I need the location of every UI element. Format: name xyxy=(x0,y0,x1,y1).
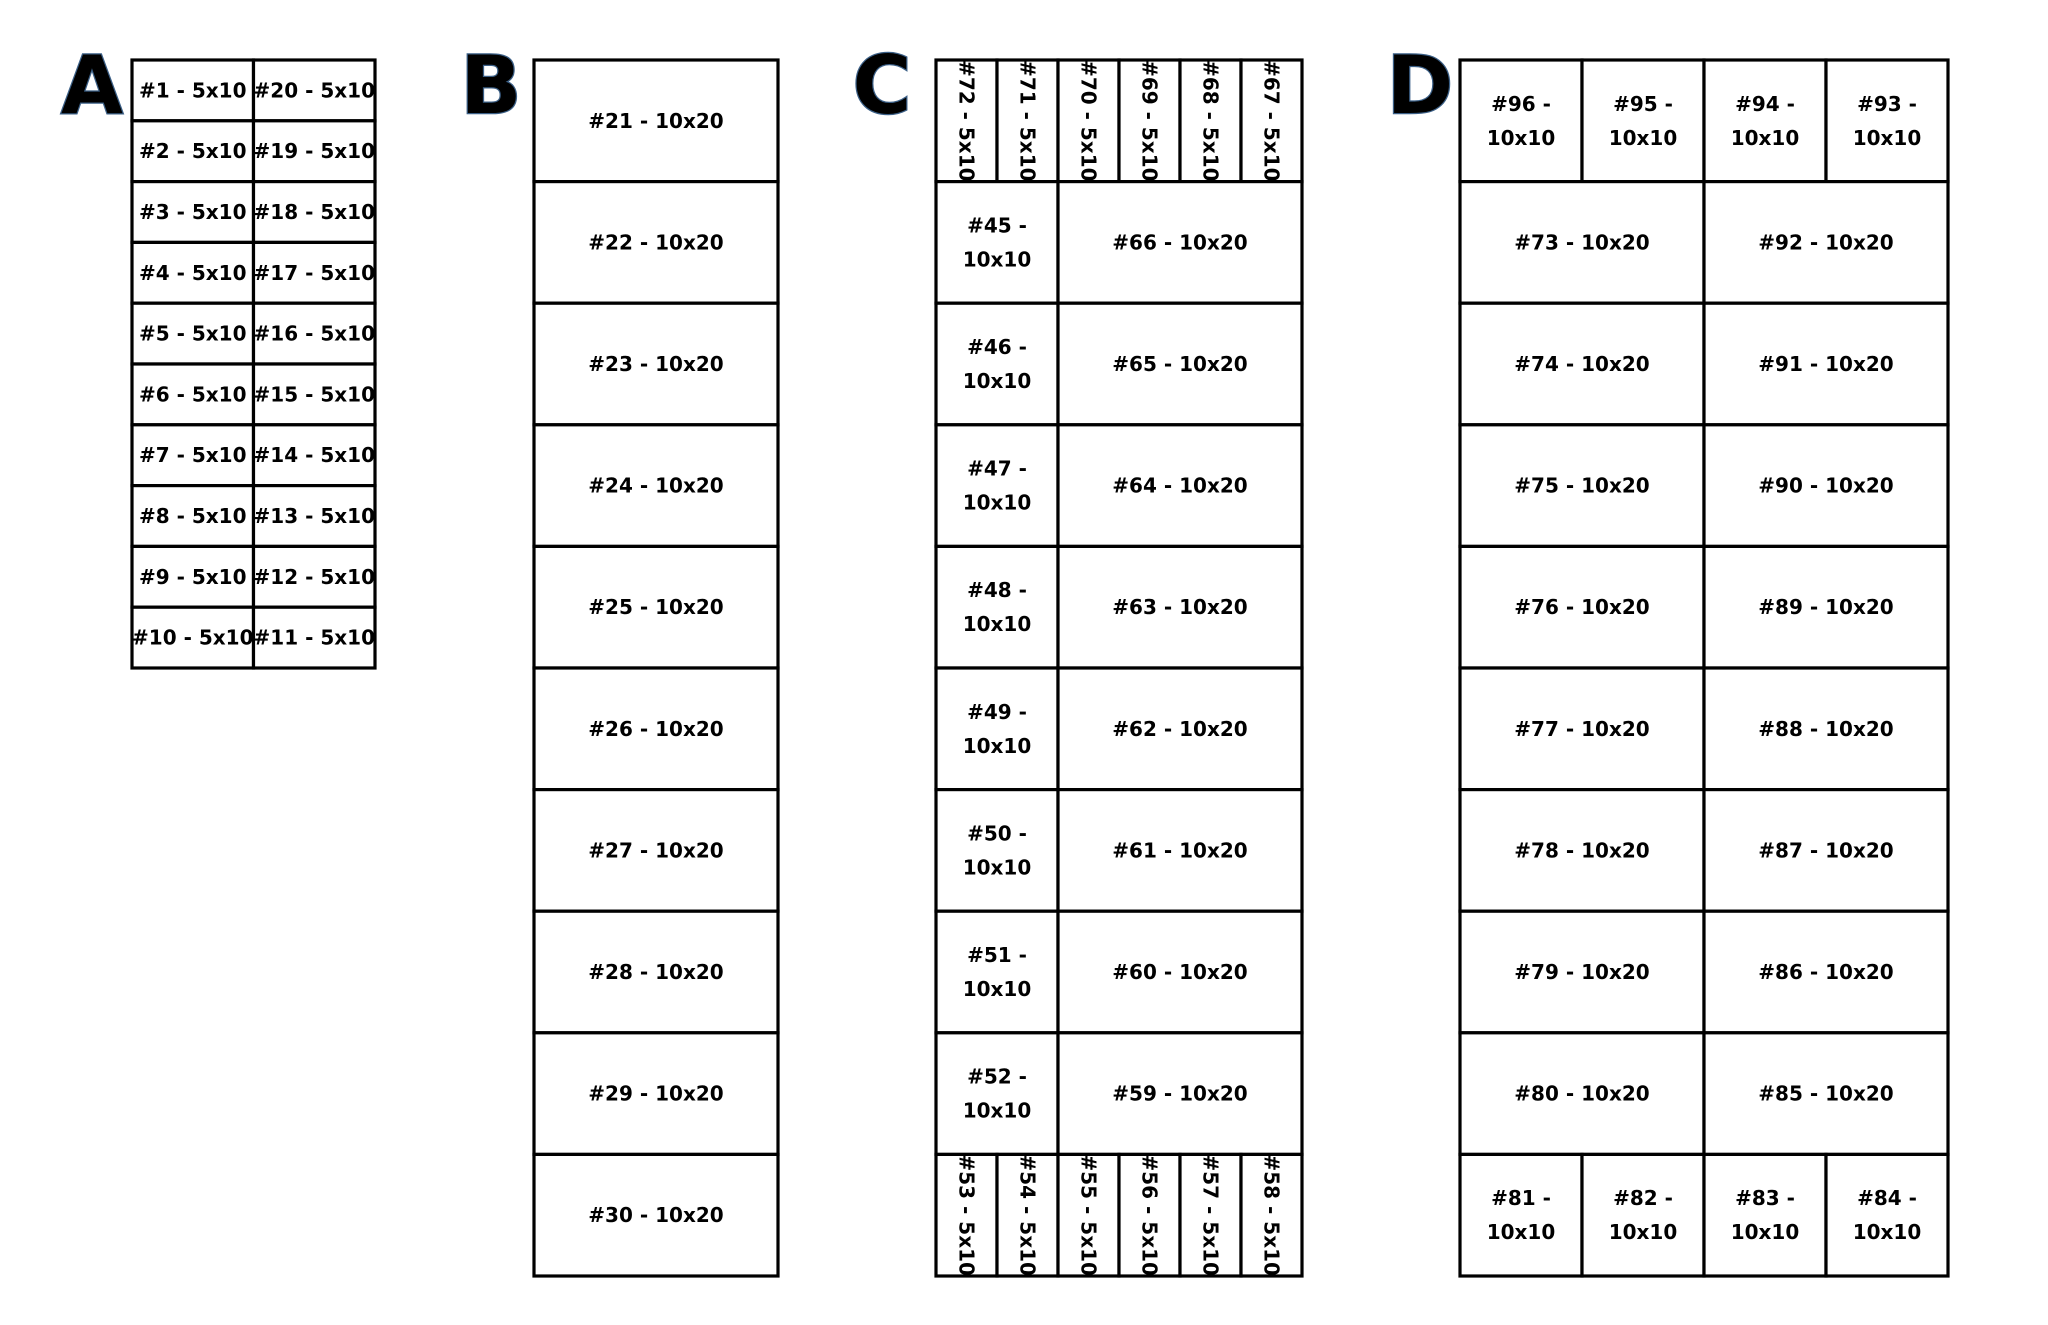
unit-cell xyxy=(132,425,254,486)
unit-cell xyxy=(936,1033,1058,1155)
unit-cell xyxy=(936,60,997,182)
unit-cell xyxy=(132,486,254,547)
unit-cell xyxy=(132,546,254,607)
unit-label: #80 - 10x20 xyxy=(1514,1081,1650,1106)
unit-cell xyxy=(1582,1154,1704,1276)
unit-cell xyxy=(534,911,778,1033)
unit-label: #3 - 5x10 xyxy=(138,200,247,224)
unit-cell xyxy=(936,1154,997,1276)
unit-label: #4 - 5x10 xyxy=(138,260,247,285)
unit-cell xyxy=(936,303,1058,425)
unit-label: #26 - 10x20 xyxy=(588,716,724,741)
unit-box xyxy=(936,790,1058,912)
unit-box xyxy=(936,303,1058,425)
unit-label: #70 - 5x10 xyxy=(1076,60,1101,182)
unit-cell xyxy=(936,182,1058,304)
unit-label: #19 - 5x10 xyxy=(253,139,375,164)
unit-cell xyxy=(1826,60,1948,182)
unit-label: #96 -10x10 xyxy=(1486,91,1556,150)
unit-cell xyxy=(936,790,1058,912)
unit-label: #86 - 10x20 xyxy=(1758,960,1894,984)
unit-label: #27 - 10x20 xyxy=(588,838,724,863)
unit-cell xyxy=(1058,425,1302,547)
unit-label: #9 - 5x10 xyxy=(138,564,247,589)
unit-label: #52 -10x10 xyxy=(962,1064,1032,1123)
unit-box xyxy=(936,425,1058,547)
unit-cell xyxy=(1119,1154,1180,1276)
unit-label: #7 - 5x10 xyxy=(138,443,247,468)
unit-label: #63 - 10x20 xyxy=(1112,595,1248,620)
unit-cell xyxy=(1058,182,1302,304)
unit-box xyxy=(936,911,1058,1033)
unit-cell xyxy=(1119,60,1180,182)
unit-label: #54 - 5x10 xyxy=(1015,1154,1040,1276)
unit-label: #22 - 10x20 xyxy=(588,230,724,255)
unit-label: #49 -10x10 xyxy=(962,699,1032,758)
unit-cell xyxy=(1704,182,1948,304)
unit-label: #84 -10x10 xyxy=(1852,1186,1922,1245)
unit-box xyxy=(1826,60,1948,182)
unit-box xyxy=(1582,1154,1704,1276)
unit-label: #48 -10x10 xyxy=(962,578,1032,637)
unit-cell xyxy=(1460,1154,1582,1276)
unit-cell xyxy=(1180,60,1241,182)
section-a-label: A xyxy=(61,39,123,132)
section-a xyxy=(61,39,375,668)
unit-cell xyxy=(1460,303,1704,425)
unit-label: #90 - 10x20 xyxy=(1758,473,1894,498)
unit-cell xyxy=(1460,182,1704,304)
unit-cell xyxy=(132,364,254,425)
unit-cell xyxy=(132,182,254,243)
unit-label: #73 - 10x20 xyxy=(1514,230,1650,255)
unit-cell xyxy=(254,182,376,243)
unit-box xyxy=(1826,1154,1948,1276)
unit-label: #92 - 10x20 xyxy=(1758,230,1894,255)
unit-box xyxy=(1582,60,1704,182)
unit-label: #67 - 5x10 xyxy=(1259,60,1284,182)
unit-cell xyxy=(936,668,1058,790)
unit-label: #87 - 10x20 xyxy=(1758,838,1894,863)
unit-label: #79 - 10x20 xyxy=(1514,960,1650,984)
unit-label: #50 -10x10 xyxy=(962,821,1032,880)
unit-cell xyxy=(1058,1154,1119,1276)
unit-label: #1 - 5x10 xyxy=(138,78,247,103)
unit-cell xyxy=(1704,1154,1826,1276)
unit-box xyxy=(1460,60,1582,182)
unit-label: #57 - 5x10 xyxy=(1198,1154,1223,1276)
unit-label: #47 -10x10 xyxy=(962,456,1032,515)
unit-label: #15 - 5x10 xyxy=(253,382,375,407)
unit-cell xyxy=(254,121,376,182)
unit-label: #81 -10x10 xyxy=(1486,1186,1556,1245)
unit-label: #82 -10x10 xyxy=(1608,1186,1678,1245)
unit-cell xyxy=(1241,1154,1302,1276)
unit-cell xyxy=(1704,546,1948,668)
unit-box xyxy=(1704,1154,1826,1276)
unit-cell xyxy=(132,303,254,364)
unit-label: #83 -10x10 xyxy=(1730,1186,1800,1245)
unit-label: #16 - 5x10 xyxy=(253,321,375,346)
unit-label: #14 - 5x10 xyxy=(253,443,375,468)
unit-cell xyxy=(254,425,376,486)
unit-cell xyxy=(1058,1033,1302,1155)
unit-cell xyxy=(534,546,778,668)
unit-cell xyxy=(1704,303,1948,425)
unit-label: #66 - 10x20 xyxy=(1112,230,1248,255)
unit-label: #78 - 10x20 xyxy=(1514,838,1650,863)
unit-box xyxy=(1460,1154,1582,1276)
unit-label: #45 -10x10 xyxy=(962,213,1032,272)
unit-box xyxy=(1704,60,1826,182)
unit-label: #2 - 5x10 xyxy=(138,139,247,164)
unit-label: #23 - 10x20 xyxy=(588,352,724,376)
unit-cell xyxy=(1460,60,1582,182)
unit-cell xyxy=(132,60,254,121)
unit-cell xyxy=(534,425,778,547)
unit-cell xyxy=(1704,60,1826,182)
unit-box xyxy=(936,546,1058,668)
unit-label: #89 - 10x20 xyxy=(1758,595,1894,620)
unit-cell xyxy=(1582,60,1704,182)
unit-cell xyxy=(132,607,254,668)
section-d xyxy=(1387,39,1948,1276)
unit-cell xyxy=(997,60,1058,182)
unit-label: #21 - 10x20 xyxy=(588,108,724,133)
unit-label: #28 - 10x20 xyxy=(588,960,724,984)
unit-label: #74 - 10x20 xyxy=(1514,352,1650,376)
unit-label: #18 - 5x10 xyxy=(253,200,375,224)
unit-cell xyxy=(254,60,376,121)
unit-box xyxy=(936,182,1058,304)
unit-label: #29 - 10x20 xyxy=(588,1081,724,1106)
unit-cell xyxy=(1460,1033,1704,1155)
unit-cell xyxy=(254,303,376,364)
unit-label: #59 - 10x20 xyxy=(1112,1081,1248,1106)
unit-cell xyxy=(936,425,1058,547)
unit-label: #94 -10x10 xyxy=(1730,91,1800,150)
unit-cell xyxy=(534,60,778,182)
unit-label: #5 - 5x10 xyxy=(138,321,247,346)
unit-cell xyxy=(1460,425,1704,547)
unit-cell xyxy=(1180,1154,1241,1276)
unit-label: #71 - 5x10 xyxy=(1015,60,1040,182)
unit-label: #60 - 10x20 xyxy=(1112,960,1248,984)
unit-cell xyxy=(534,303,778,425)
unit-cell xyxy=(1704,911,1948,1033)
unit-label: #58 - 5x10 xyxy=(1259,1154,1284,1276)
unit-label: #12 - 5x10 xyxy=(253,564,375,589)
section-c xyxy=(853,39,1302,1276)
unit-label: #25 - 10x20 xyxy=(588,595,724,620)
unit-box xyxy=(936,1033,1058,1155)
unit-label: #65 - 10x20 xyxy=(1112,352,1248,376)
unit-label: #24 - 10x20 xyxy=(588,473,724,498)
unit-label: #69 - 5x10 xyxy=(1137,60,1162,182)
unit-cell xyxy=(1241,60,1302,182)
unit-label: #56 - 5x10 xyxy=(1137,1154,1162,1276)
unit-label: #6 - 5x10 xyxy=(138,382,247,407)
unit-cell xyxy=(132,242,254,303)
unit-label: #76 - 10x20 xyxy=(1514,595,1650,620)
unit-cell xyxy=(1058,303,1302,425)
unit-cell xyxy=(997,1154,1058,1276)
section-d-label: D xyxy=(1386,39,1454,132)
unit-cell xyxy=(1058,911,1302,1033)
unit-cell xyxy=(254,607,376,668)
unit-cell xyxy=(1826,1154,1948,1276)
unit-cell xyxy=(254,242,376,303)
unit-cell xyxy=(1460,911,1704,1033)
unit-label: #11 - 5x10 xyxy=(253,625,375,650)
unit-label: #91 - 10x20 xyxy=(1758,352,1894,376)
unit-label: #30 - 10x20 xyxy=(588,1203,724,1228)
unit-label: #46 -10x10 xyxy=(962,335,1032,393)
unit-label: #62 - 10x20 xyxy=(1112,716,1248,741)
unit-cell xyxy=(1058,60,1119,182)
unit-cell xyxy=(1704,425,1948,547)
unit-cell xyxy=(1058,546,1302,668)
unit-label: #64 - 10x20 xyxy=(1112,473,1248,498)
unit-label: #95 -10x10 xyxy=(1608,91,1678,150)
unit-cell xyxy=(534,182,778,304)
unit-label: #13 - 5x10 xyxy=(253,504,375,528)
section-b xyxy=(461,39,778,1276)
unit-cell xyxy=(1704,668,1948,790)
unit-cell xyxy=(1058,668,1302,790)
unit-label: #88 - 10x20 xyxy=(1758,716,1894,741)
unit-cell xyxy=(254,486,376,547)
unit-label: #68 - 5x10 xyxy=(1198,60,1223,182)
unit-label: #8 - 5x10 xyxy=(138,504,247,528)
unit-label: #61 - 10x20 xyxy=(1112,838,1248,863)
unit-cell xyxy=(1704,790,1948,912)
unit-cell xyxy=(936,911,1058,1033)
unit-cell xyxy=(936,546,1058,668)
unit-cell xyxy=(1460,790,1704,912)
unit-cell xyxy=(534,790,778,912)
unit-cell xyxy=(254,364,376,425)
unit-cell xyxy=(534,1033,778,1155)
unit-label: #55 - 5x10 xyxy=(1076,1154,1101,1276)
unit-label: #53 - 5x10 xyxy=(954,1154,979,1276)
unit-label: #93 -10x10 xyxy=(1852,91,1922,150)
unit-cell xyxy=(534,668,778,790)
unit-label: #72 - 5x10 xyxy=(954,60,979,182)
unit-cell xyxy=(534,1154,778,1276)
unit-cell xyxy=(1058,790,1302,912)
unit-cell xyxy=(1460,668,1704,790)
unit-label: #75 - 10x20 xyxy=(1514,473,1650,498)
section-b-label: B xyxy=(460,39,522,132)
unit-label: #20 - 5x10 xyxy=(253,78,375,103)
section-c-label: C xyxy=(852,39,912,132)
unit-label: #17 - 5x10 xyxy=(253,260,375,285)
unit-label: #10 - 5x10 xyxy=(132,625,254,650)
unit-label: #85 - 10x20 xyxy=(1758,1081,1894,1106)
unit-box xyxy=(936,668,1058,790)
unit-cell xyxy=(254,546,376,607)
unit-cell xyxy=(1460,546,1704,668)
unit-cell xyxy=(132,121,254,182)
unit-cell xyxy=(1704,1033,1948,1155)
unit-label: #77 - 10x20 xyxy=(1514,716,1650,741)
unit-label: #51 -10x10 xyxy=(962,943,1032,1001)
